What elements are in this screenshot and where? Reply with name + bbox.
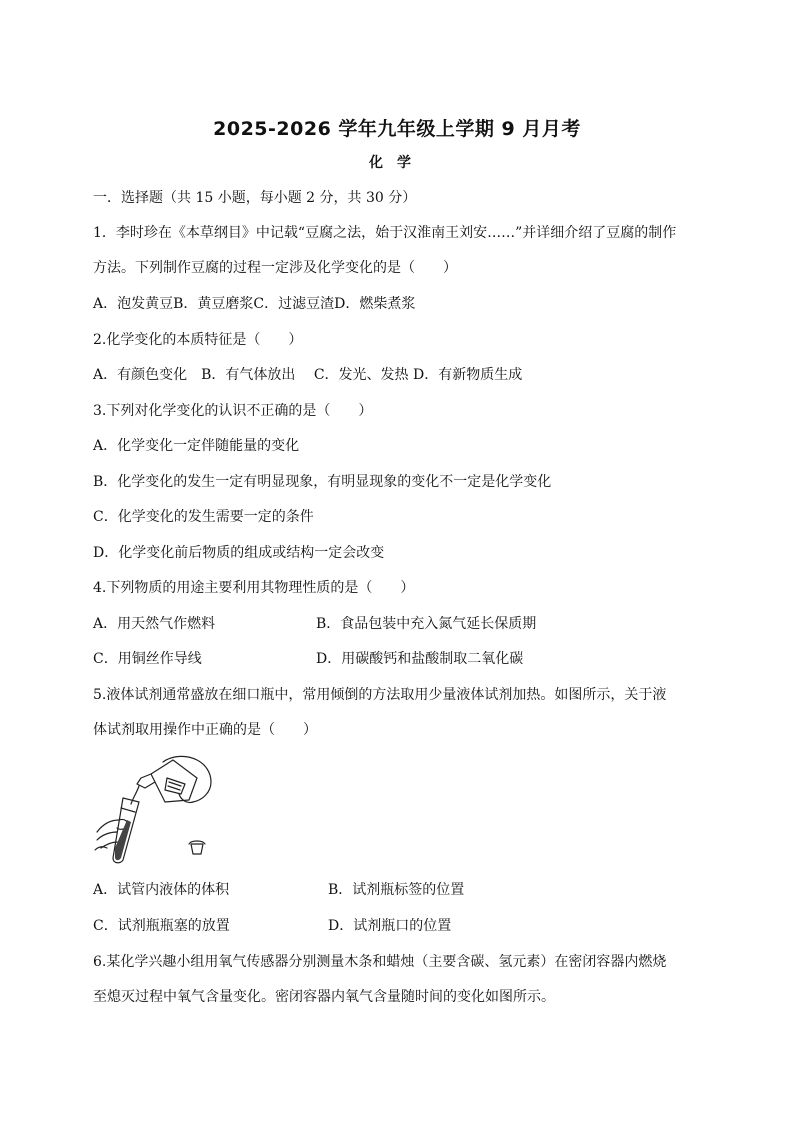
q5-option-b: B．试剂瓶标签的位置	[328, 882, 465, 898]
q3-option-b: B．化学变化的发生一定有明显现象，有明显现象的变化不一定是化学变化	[93, 474, 552, 490]
q1-options: A．泡发黄豆B．黄豆磨浆C．过滤豆渣D．燃柴煮浆	[93, 296, 416, 312]
q3-option-a: A．化学变化一定伴随能量的变化	[93, 438, 300, 454]
q5-option-c: C．试剂瓶瓶塞的放置	[93, 918, 230, 934]
q5-option-d: D．试剂瓶口的位置	[328, 918, 452, 934]
q3-stem: 3.下列对化学变化的认识不正确的是（ ）	[93, 403, 373, 419]
q1-stem-line1: 1．李时珍在《本草纲目》中记载“豆腐之法，始于汉淮南王刘安……”并详细介绍了豆腐的制作	[93, 225, 677, 241]
section-heading: 一．选择题（共 15 小题，每小题 2 分，共 30 分）	[93, 190, 417, 206]
q4-option-b: B．食品包装中充入氮气延长保质期	[316, 616, 537, 632]
exam-title: 2025-2026 学年九年级上学期 9 月月考	[213, 118, 581, 140]
q4-option-a: A．用天然气作燃料	[93, 616, 216, 632]
q5-stem-line2: 体试剂取用操作中正确的是（ ）	[93, 722, 317, 738]
q4-stem: 4.下列物质的用途主要利用其物理性质的是（ ）	[93, 580, 415, 596]
q4-option-d: D．用碳酸钙和盐酸制取二氧化碳	[316, 651, 524, 667]
q3-option-d: D．化学变化前后物质的组成或结构一定会改变	[93, 545, 385, 561]
q6-stem-line1: 6.某化学兴趣小组用氧气传感器分别测量木条和蜡烛（主要含碳、氢元素）在密闭容器内燃烧	[93, 954, 667, 970]
q6-stem-line2: 至熄灭过程中氧气含量变化。密闭容器内氧气含量随时间的变化如图所示。	[93, 989, 555, 1005]
subject-heading: 化学	[369, 155, 425, 171]
q3-option-c: C．化学变化的发生需要一定的条件	[93, 509, 314, 525]
pouring-liquid-figure	[93, 748, 223, 866]
q5-option-a: A．试管内液体的体积	[93, 882, 230, 898]
q2-options: A．有颜色变化 B．有气体放出 C．发光、发热 D．有新物质生成	[93, 367, 523, 383]
q4-option-c: C．用铜丝作导线	[93, 651, 202, 667]
q5-stem-line1: 5.液体试剂通常盛放在细口瓶中，常用倾倒的方法取用少量液体试剂加热。如图所示，关于液	[93, 687, 667, 703]
q2-stem: 2.化学变化的本质特征是（ ）	[93, 332, 303, 348]
q1-stem-line2: 方法。下列制作豆腐的过程一定涉及化学变化的是（ ）	[93, 260, 457, 276]
